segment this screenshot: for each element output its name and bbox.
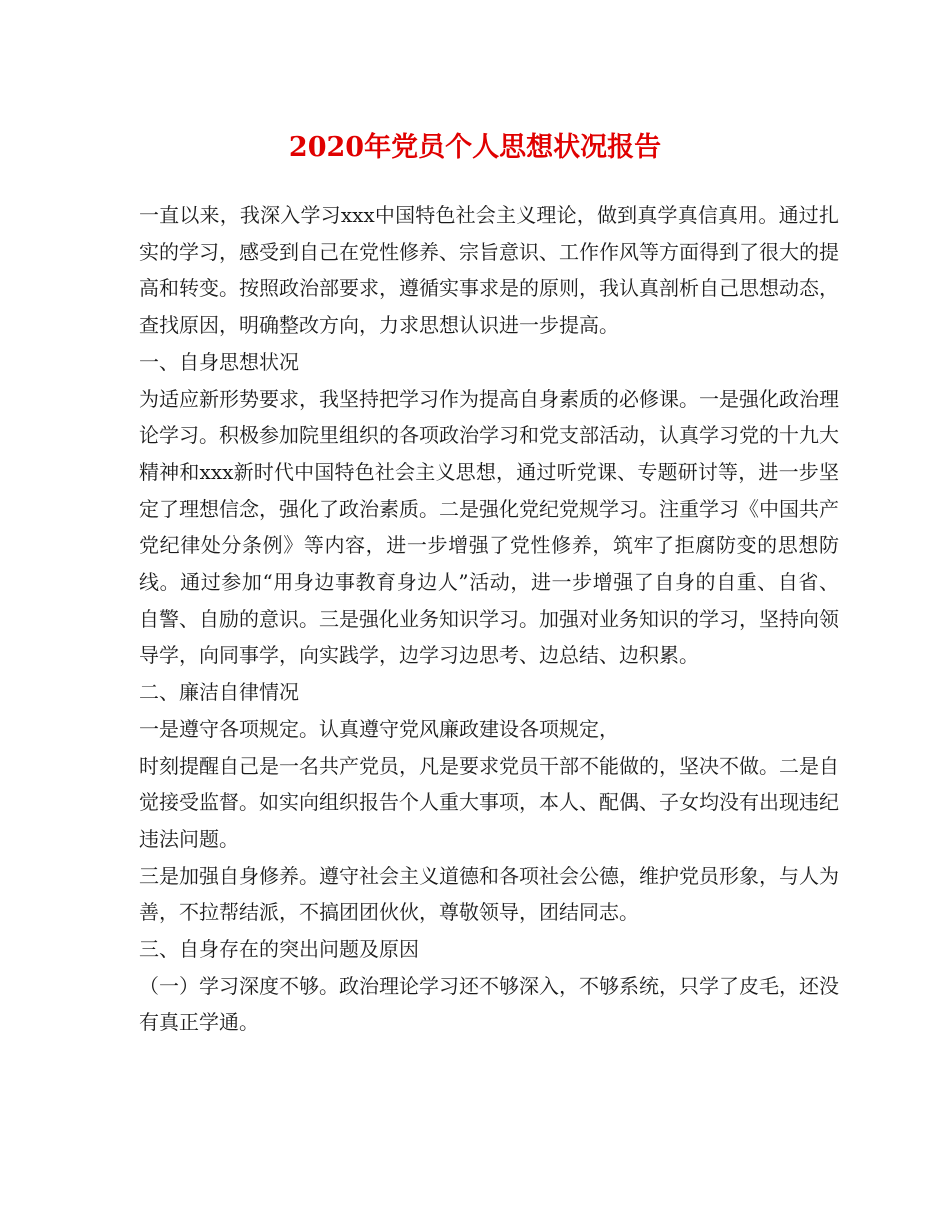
document-body — [139, 197, 839, 1041]
paragraph-section-3a: （一）学习深度不够。政治理论学习还不够深入，不够系统，只学了皮毛，还没有真正学通。 — [139, 973, 839, 1035]
paragraph-section-1: 为适应新形势要求，我坚持把学习作为提高自身素质的必修课。一是强化政治理论学习。积极参加院里组织的各项政治学习和党支部活动，认真学习党的十九大精神和xxx新时代中国特色社会主义思想，通过听党课、专题研讨等，进一步坚定了理想信念，强化了政治素质。二是强化党纪党规学习。注重学习《中国共产党纪律处分条例》等内容，进一步增强了党性修养，筑牢了拒腐防变的思想防线。通过参加“用身边事教育身边人”活动，进一步增强了自身的自重、自省、自警、自励的意识。三是强化业务知识学习。加强对业务知识的学习，坚持向领导学，向同事学，向实践学，边学习边思考、边总结、边积累。 — [139, 386, 839, 668]
section-heading-1: 一、自身思想状况 — [139, 349, 299, 374]
paragraph-intro: 一直以来，我深入学习xxx中国特色社会主义理论，做到真学真信真用。通过扎实的学习，感受到自己在党性修养、宗旨意识、工作作风等方面得到了很大的提高和转变。按照政治部要求，遵循实事求是的原则，我认真剖析自己思想动态，查找原因，明确整改方向，力求思想认识进一步提高。 — [139, 203, 839, 338]
document-title: 2020年党员个人思想状况报告 — [288, 132, 662, 163]
paragraph-section-2b: 时刻提醒自己是一名共产党员，凡是要求党员干部不能做的，坚决不做。二是自觉接受监督。如实向组织报告个人重大事项，本人、配偶、子女均没有出现违纪违法问题。 — [139, 753, 839, 851]
section-heading-2: 二、廉洁自律情况 — [139, 680, 299, 705]
paragraph-section-2c: 三是加强自身修养。遵守社会主义道德和各项社会公德，维护党员形象，与人为善，不拉帮结派，不搞团团伙伙，尊敬领导，团结同志。 — [139, 863, 839, 925]
section-heading-3: 三、自身存在的突出问题及原因 — [139, 937, 419, 962]
paragraph-section-2a: 一是遵守各项规定。认真遵守党风廉政建设各项规定， — [139, 716, 619, 741]
